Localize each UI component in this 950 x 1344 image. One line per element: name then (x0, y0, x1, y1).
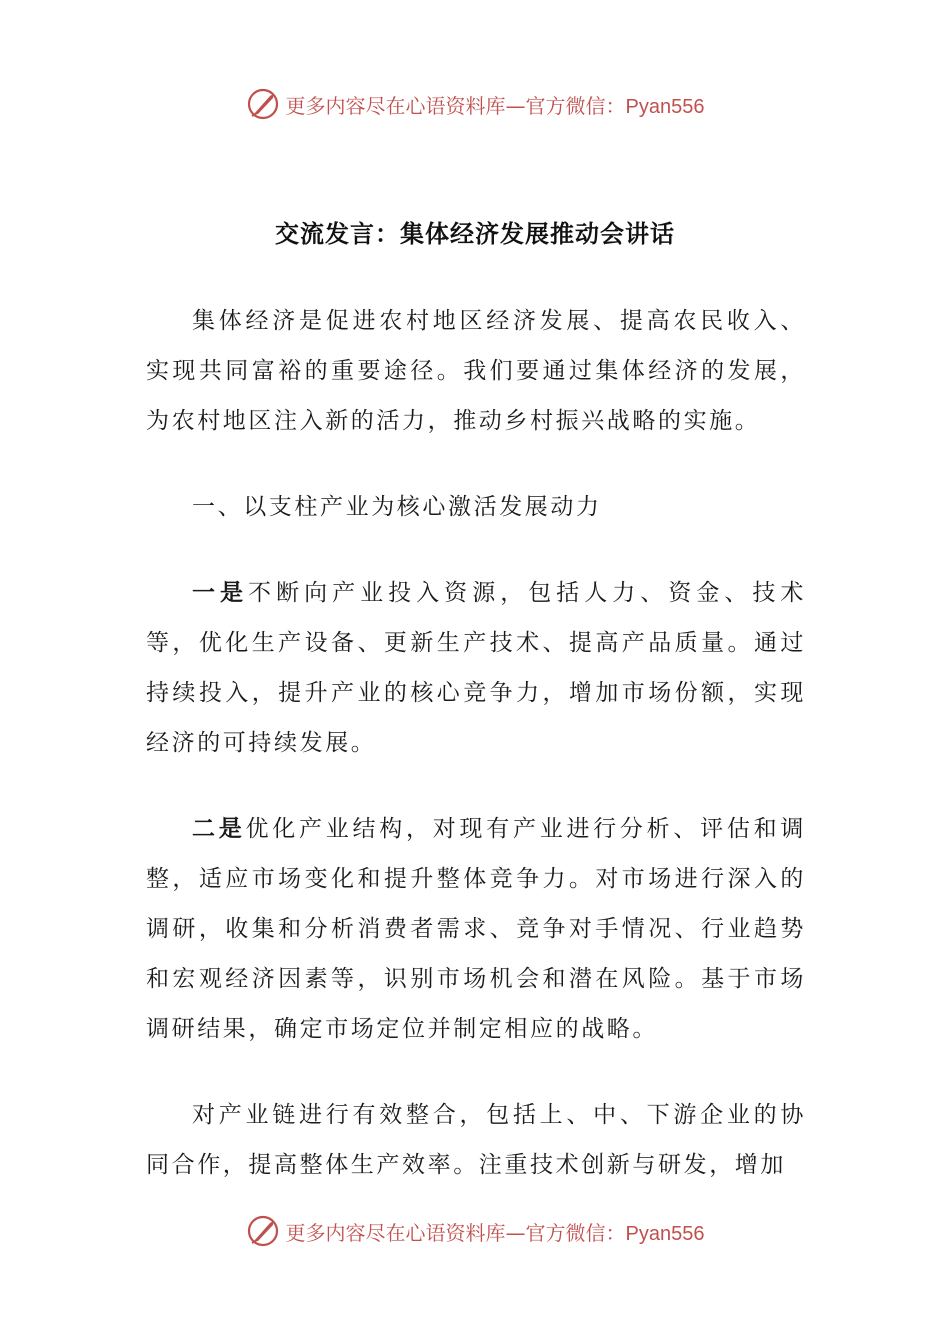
point-lead-label: 一是 (192, 580, 249, 606)
section-heading: 一、以支柱产业为核心激活发展动力 (192, 494, 602, 520)
watermark-text: 更多内容尽在心语资料库—官方微信：Pyan556 (285, 1220, 705, 1245)
footer-watermark (0, 1211, 950, 1251)
quill-logo-icon (246, 1214, 280, 1248)
watermark-text: 更多内容尽在心语资料库—官方微信：Pyan556 (285, 93, 705, 118)
page-title: 交流发言：集体经济发展推动会讲话 (275, 220, 675, 248)
paragraph-industry-chain: 对产业链进行有效整合，包括上、中、下游企业的协同合作，提高整体生产效率。注重技术创新与研发，增加 (146, 1102, 806, 1178)
quill-logo-icon (246, 87, 280, 121)
point-lead-label: 二是 (192, 816, 246, 842)
paragraph-point-two: 二是优化产业结构，对现有产业进行分析、评估和调整，适应市场变化和提升整体竞争力。对市场进行深入的调研，收集和分析消费者需求、竞争对手情况、行业趋势和宏观经济因素等，识别市场机会和潜在风险。基于市场调研结果，确定市场定位并制定相应的战略。 (146, 816, 806, 1042)
paragraph-intro: 集体经济是促进农村地区经济发展、提高农民收入、实现共同富裕的重要途径。我们要通过集体经济的发展，为农村地区注入新的活力，推动乡村振兴战略的实施。 (146, 308, 806, 434)
paragraph-point-one: 一是不断向产业投入资源，包括人力、资金、技术等，优化生产设备、更新生产技术、提高产品质量。通过持续投入，提升产业的核心竞争力，增加市场份额，实现经济的可持续发展。 (146, 580, 807, 756)
document-body (146, 296, 806, 1226)
header-watermark (0, 84, 950, 124)
